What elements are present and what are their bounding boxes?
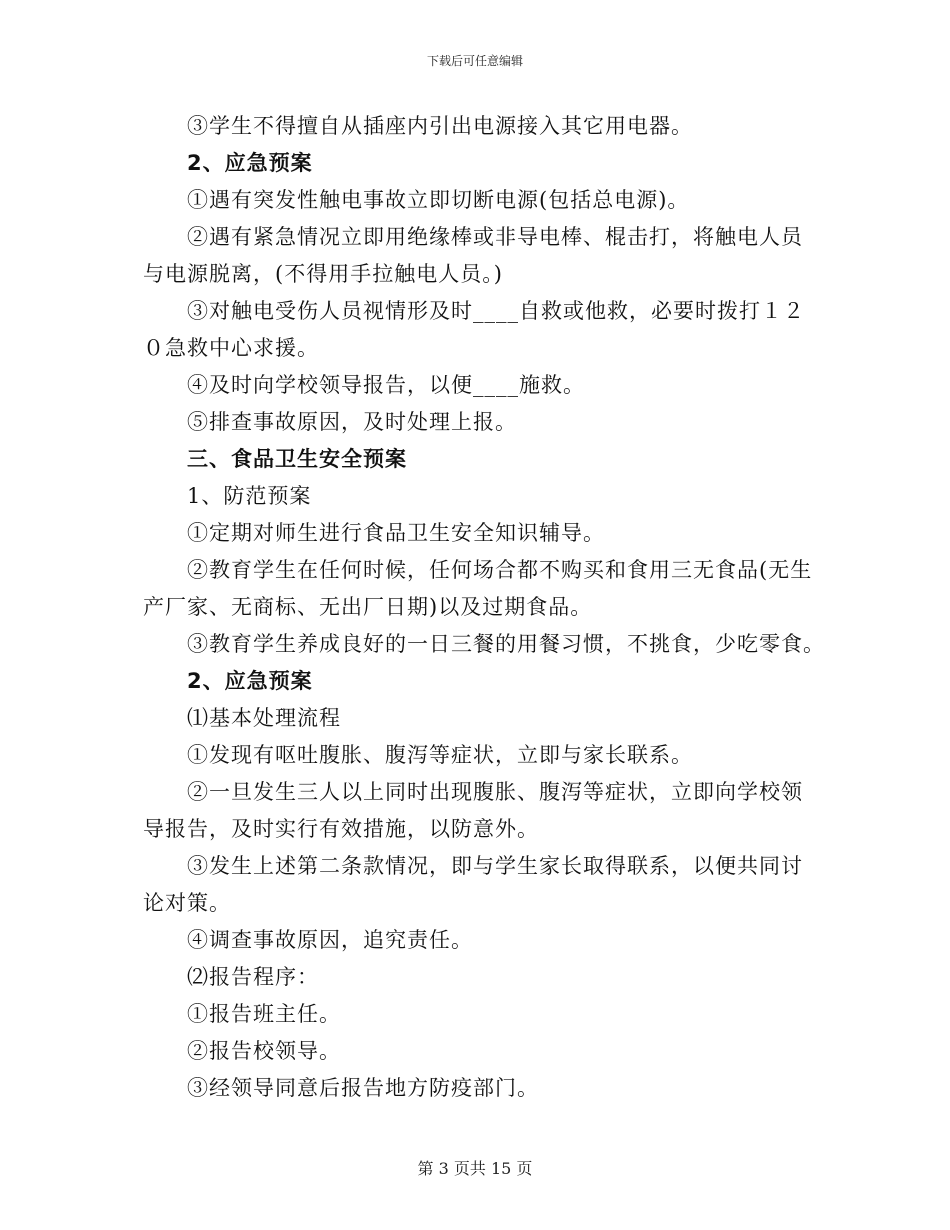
paragraph-line: ③对触电受伤人员视情形及时____自救或他救，必要时拨打１２ [187, 299, 805, 323]
subheading: 2、应急预案 [187, 669, 313, 693]
paragraph-line: ②教育学生在任何时候，任何场合都不购买和食用三无食品(无生 [187, 558, 813, 582]
paragraph-line: ②一旦发生三人以上同时出现腹胀、腹泻等症状，立即向学校领 [187, 780, 803, 804]
page-header: 下载后可任意编辑 [426, 54, 523, 68]
paragraph-line: ０急救中心求援。 [143, 336, 319, 360]
paragraph-line: ⑴基本处理流程 [187, 706, 341, 730]
document-body [143, 108, 823, 1107]
paragraph-line: ①报告班主任。 [187, 1002, 341, 1026]
paragraph-line: ②报告校领导。 [187, 1039, 341, 1063]
section-heading: 三、食品卫生安全预案 [187, 447, 407, 471]
paragraph-line: ①发现有呕吐腹胀、腹泻等症状，立即与家长联系。 [187, 743, 693, 767]
subheading: 2、应急预案 [187, 151, 313, 175]
paragraph-line: ⑤排查事故原因，及时处理上报。 [187, 410, 517, 434]
paragraph-line: 产厂家、无商标、无出厂日期)以及过期食品。 [143, 595, 593, 619]
paragraph-line: ①遇有突发性触电事故立即切断电源(包括总电源)。 [187, 188, 690, 212]
paragraph-line: ①定期对师生进行食品卫生安全知识辅导。 [187, 521, 605, 545]
paragraph-line: 论对策。 [143, 891, 231, 915]
paragraph-line: 导报告，及时实行有效措施，以防意外。 [143, 817, 539, 841]
paragraph-line: ③经领导同意后报告地方防疫部门。 [187, 1076, 539, 1100]
paragraph-line: ③学生不得擅自从插座内引出电源接入其它用电器。 [187, 114, 693, 138]
paragraph-line: ②遇有紧急情况立即用绝缘棒或非导电棒、棍击打，将触电人员 [187, 225, 803, 249]
page-footer: 第 3 页共 15 页 [417, 1159, 533, 1178]
paragraph-line: ⑵报告程序： [187, 965, 319, 989]
subheading: 1、防范预案 [187, 484, 312, 508]
paragraph-line: ④及时向学校领导报告，以便____施救。 [187, 373, 585, 397]
paragraph-line: ④调查事故原因，追究责任。 [187, 928, 473, 952]
paragraph-line: ③教育学生养成良好的一日三餐的用餐习惯，不挑食，少吃零食。 [187, 632, 825, 656]
paragraph-line: 与电源脱离，(不得用手拉触电人员。) [143, 262, 503, 286]
paragraph-line: ③发生上述第二条款情况，即与学生家长取得联系，以便共同讨 [187, 854, 803, 878]
